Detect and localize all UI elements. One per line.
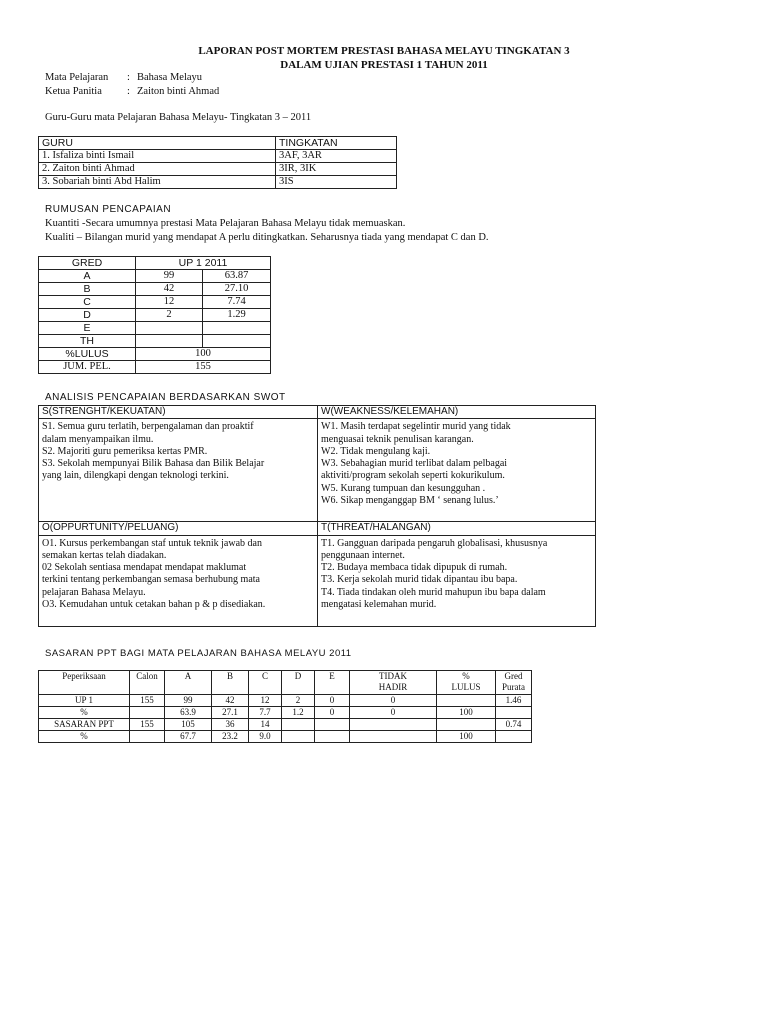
col-calon: Calon [130,671,165,695]
sasaran-cell: % [39,707,130,719]
grade-count: 12 [136,296,203,309]
threat-item: mengatasi kelemahan murid. [321,599,437,611]
sasaran-cell: 27.1 [212,707,249,719]
grade-count: 2 [136,309,203,322]
table-row [39,176,397,189]
swot-header-row [39,522,596,535]
sasaran-cell [315,731,350,743]
grade-count: 42 [136,283,203,296]
grade-pct [203,335,271,348]
grade-pct [203,322,271,335]
report-title-line2: DALAM UJIAN PRESTASI 1 TAHUN 2011 [280,59,488,71]
sasaran-cell: 1.46 [496,695,532,707]
sasaran-cell: 100 [437,707,496,719]
swot-body-row [39,535,596,626]
swot-header-row [39,406,596,419]
sasaran-cell [437,719,496,731]
table-row [39,348,271,361]
teacher-class: 3AF, 3AR [276,150,397,163]
strength-item: S3. Sekolah mempunyai Bilik Bahasa dan Bilik Belajar [42,458,265,470]
sasaran-cell: 14 [249,719,282,731]
col-gred: GRED [39,257,136,270]
sasaran-cell [496,707,532,719]
strength-item: S1. Semua guru terlatih, berpengalaman dan proaktif [42,421,254,433]
grade-letter: A [39,270,136,283]
threat-cell [318,535,596,626]
teacher-name: 2. Zaiton binti Ahmad [39,163,276,176]
table-row [39,695,532,707]
sasaran-cell: 0.74 [496,719,532,731]
weakness-item: W2. Tidak mengulang kaji. [321,445,431,457]
sasaran-cell: 36 [212,719,249,731]
table-row [39,283,271,296]
sasaran-cell: 0 [350,707,437,719]
threat-item: penggunaan internet. [321,549,405,561]
teacher-class: 3IS [276,176,397,189]
table-row [39,335,271,348]
sasaran-table [38,670,532,743]
opportunity-item: terkini tentang perkembangan semasa berhubung mata [42,574,260,586]
sasaran-cell: 0 [350,695,437,707]
grade-pct: 27.10 [203,283,271,296]
strength-item: S2. Majoriti guru pemeriksa kertas PMR. [42,445,208,457]
sasaran-cell [437,695,496,707]
grade-letter: D [39,309,136,322]
opportunity-cell [39,535,318,626]
teacher-name: 1. Isfaliza binti Ismail [39,150,276,163]
table-row [39,361,271,374]
col-up: UP 1 2011 [136,257,271,270]
sasaran-cell: 155 [130,719,165,731]
sasaran-cell: 2 [282,695,315,707]
threat-title: T(THREAT/HALANGAN) [318,522,596,535]
sasaran-cell [282,731,315,743]
weakness-item: W1. Masih terdapat segelintir murid yang tidak [321,421,511,433]
sasaran-cell [496,731,532,743]
grade-pct: 63.87 [203,270,271,283]
weakness-cell [318,419,596,522]
sasaran-cell: 23.2 [212,731,249,743]
subject-value: Bahasa Melayu [137,72,203,83]
sasaran-cell: 42 [212,695,249,707]
sasaran-cell [130,707,165,719]
grade-letter: B [39,283,136,296]
weakness-item: menguasai teknik penulisan karangan. [321,433,474,445]
opportunity-item: O1. Kursus perkembangan staf untuk teknik jawab dan [42,537,262,549]
sasaran-cell [350,719,437,731]
threat-item: T4. Tiada tindakan oleh murid mahupun ibu bapa dalam [321,586,546,598]
col-e: E [315,671,350,695]
strength-cell [39,419,318,522]
sasaran-cell: UP 1 [39,695,130,707]
teachers-heading: Guru-Guru mata Pelajaran Bahasa Melayu- Tingkatan 3 – 2011 [45,112,312,123]
subject-label: Mata Pelajaran [45,72,109,83]
opportunity-item: O3. Kemudahan untuk cetakan bahan p & p disediakan. [42,599,266,611]
table-row [39,322,271,335]
strength-title: S(STRENGHT/KEKUATAN) [39,406,318,419]
sasaran-heading: SASARAN PPT BAGI MATA PELAJARAN BAHASA MELAYU 2011 [45,648,352,659]
table-row [39,731,532,743]
weakness-item: W3. Sebahagian murid terlibat dalam pelbagai [321,458,508,470]
grade-letter: E [39,322,136,335]
lulus-value: 100 [136,348,271,361]
grade-count [136,322,203,335]
sasaran-body [39,695,532,743]
col-b: B [212,671,249,695]
opportunity-item: pelajaran Bahasa Melayu. [42,586,146,598]
sasaran-cell: % [39,731,130,743]
swot-heading: ANALISIS PENCAPAIAN BERDASARKAN SWOT [45,392,286,403]
table-row [39,719,532,731]
threat-item: T1. Gangguan daripada pengaruh globalisasi, khususnya [321,537,548,549]
grade-count: 99 [136,270,203,283]
sasaran-cell: 155 [130,695,165,707]
subject-sep: : [127,72,130,83]
sasaran-cell: 99 [165,695,212,707]
opportunity-item: 02 Sekolah sentiasa mendapat mendapat maklumat [42,562,247,574]
teacher-class: 3IR, 3IK [276,163,397,176]
col-guru: GURU [39,137,276,150]
strength-item: dalam menyampaikan ilmu. [42,433,154,445]
grade-letter: TH [39,335,136,348]
col-gred-purata: Gred Purata [496,671,532,695]
head-label: Ketua Panitia [45,86,102,97]
col-lulus: % LULUS [437,671,496,695]
sasaran-cell: 63.9 [165,707,212,719]
table-row [39,309,271,322]
jum-label: JUM. PEL. [39,361,136,374]
sasaran-cell [130,731,165,743]
col-c: C [249,671,282,695]
sasaran-cell: 0 [315,695,350,707]
sasaran-cell: 12 [249,695,282,707]
head-value: Zaiton binti Ahmad [137,86,220,97]
table-header-row [39,671,532,695]
table-row [39,296,271,309]
sasaran-cell: 1.2 [282,707,315,719]
table-header-row [39,257,271,270]
sasaran-cell: 0 [315,707,350,719]
sasaran-cell: 67.7 [165,731,212,743]
lulus-label: %LULUS [39,348,136,361]
grade-count [136,335,203,348]
rumusan-line1: Kuantiti -Secara umumnya prestasi Mata Pelajaran Bahasa Melayu tidak memuaskan. [45,218,406,229]
grade-pct: 7.74 [203,296,271,309]
table-row [39,270,271,283]
strength-item: yang lain, dilengkapi dengan teknologi terkini. [42,470,229,482]
rumusan-line2: Kualiti – Bilangan murid yang mendapat A perlu ditingkatkan. Seharusnya tiada yang mendapat C dan D. [45,232,489,243]
swot-body-row [39,419,596,522]
teacher-name: 3. Sobariah binti Abd Halim [39,176,276,189]
swot-table [38,405,596,627]
grade-table [38,256,271,374]
col-peperiksaan: Peperiksaan [39,671,130,695]
teachers-table [38,136,397,189]
rumusan-heading: RUMUSAN PENCAPAIAN [45,204,172,215]
threat-item: T2. Budaya membaca tidak dipupuk di rumah. [321,562,508,574]
head-sep: : [127,86,130,97]
col-a: A [165,671,212,695]
sasaran-cell [282,719,315,731]
weakness-item: W6. Sikap menganggap BM ‘ senang lulus.’ [321,495,499,507]
opportunity-item: semakan kertas telah diadakan. [42,549,167,561]
weakness-title: W(WEAKNESS/KELEMAHAN) [318,406,596,419]
sasaran-cell: 7.7 [249,707,282,719]
jum-value: 155 [136,361,271,374]
report-title-line1: LAPORAN POST MORTEM PRESTASI BAHASA MELAYU TINGKATAN 3 [198,45,570,57]
opportunity-title: O(OPPURTUNITY/PELUANG) [39,522,318,535]
weakness-item: aktiviti/program sekolah seperti kokurikulum. [321,470,505,482]
sasaran-cell: SASARAN PPT [39,719,130,731]
weakness-item: W5. Kurang tumpuan dan kesungguhan . [321,482,486,494]
table-row [39,150,397,163]
sasaran-cell: 105 [165,719,212,731]
grade-pct: 1.29 [203,309,271,322]
sasaran-cell: 9.0 [249,731,282,743]
col-tingkatan: TINGKATAN [276,137,397,150]
table-row [39,707,532,719]
threat-item: T3. Kerja sekolah murid tidak dipantau ibu bapa. [321,574,518,586]
col-tidak-hadir: TIDAK HADIR [350,671,437,695]
sasaran-cell [350,731,437,743]
table-row [39,163,397,176]
col-d: D [282,671,315,695]
sasaran-cell: 100 [437,731,496,743]
sasaran-cell [315,719,350,731]
grade-letter: C [39,296,136,309]
table-header-row [39,137,397,150]
